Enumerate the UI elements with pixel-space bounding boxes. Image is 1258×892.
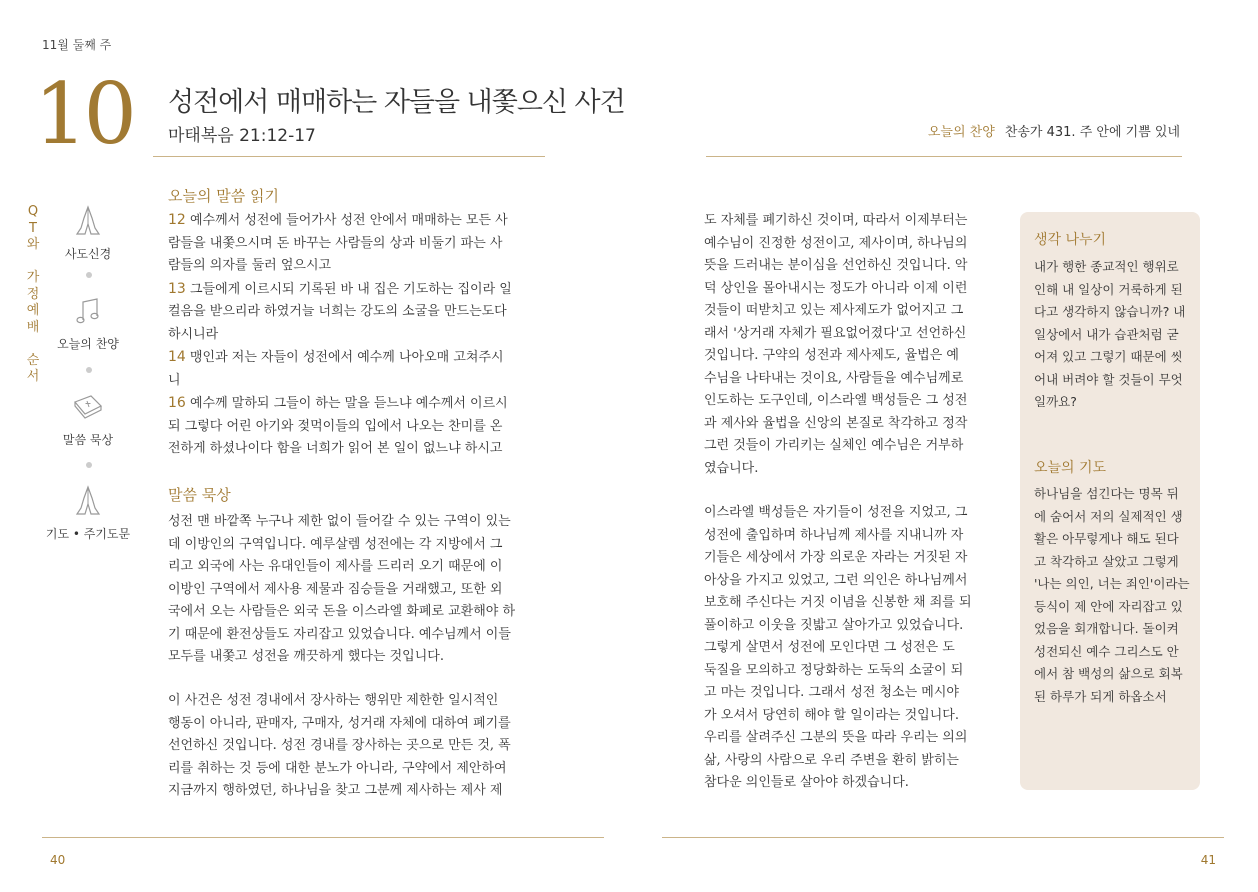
sidebar-item-label: 사도신경 — [64, 247, 112, 261]
sidebar-item-label: 말씀 묵상 — [62, 433, 114, 447]
footer-divider-right — [662, 837, 1224, 838]
scripture-reference: 마태복음 21:12-17 — [168, 126, 316, 146]
sidebar-dot — [86, 272, 92, 278]
page-number-right: 41 — [1200, 853, 1216, 867]
share-heading: 생각 나누기 — [1034, 232, 1107, 248]
verse: 12 예수께서 성전에 들어가사 성전 안에서 매매하는 모든 사 — [168, 212, 508, 228]
reading-heading: 오늘의 말씀 읽기 — [168, 187, 279, 205]
sidebar-dot — [86, 367, 92, 373]
hymn-title: 찬송가 431. 주 안에 기쁨 있네 — [1004, 125, 1180, 140]
praying-hands-icon — [71, 204, 105, 238]
verse: 13 그들에게 이르시되 기록된 바 내 집은 기도하는 집이라 일 — [168, 280, 512, 297]
verse: 16 예수께 말하되 그들이 하는 말을 듣느냐 예수께서 이르시 — [168, 395, 508, 411]
meditation-paragraph-4: 이스라엘 백성들은 자기들이 성전을 지었고, 그 성전에 출입하며 하나님께 제사를 지내니까 자 기들은 세상에서 가장 의로운 자라는 거짓된 자 아상을 가지고 있었고, 그런 의인은 하나님께서 보호해 주신다는 거짓 이념을 신봉한 채 죄를 되 풀이하고 이웃을 짓밟고 살아가고 있었습니다. 그렇게 살면서 성전에 모인다면 그 성전은 도 둑질을 모의하고 정당화하는 도둑의 소굴이 되 고 마는 것입니다. 그래서 성전 청소는 메시야 가 오셔서 당연히 해야 할 일이라는 것입니다. 우리를 살려주신 그분의 뜻을 따라 우리는 의의 삶, 사랑의 사람으로 우리 주변을 환히 밝히는 참다운 의인들로 살아야 하겠습니다. — [704, 505, 972, 790]
meditation-paragraph-3: 도 자체를 폐기하신 것이며, 따라서 이제부터는 예수님이 진정한 성전이고, 제사이며, 하나님의 뜻을 드러내는 분이심을 선언하신 것입니다. 악 덕 상인을 몰아내시는 정도가 아니라 이제 이런 것들이 떠받치고 있는 제사제도가 없어지고 그 래서 '상거래 자체가 필요없어졌다'고 선언하신 것입니다. 구약의 성전과 제사제도, 율법은 예 수님을 나타내는 것이요, 사람들을 예수님께로 인도하는 도구인데, 이스라엘 백성들은 그 성전 과 제사와 율법을 신앙의 본질로 착각하고 정작 그런 것들이 가리키는 실체인 예수님은 거부하 였습니다. — [704, 213, 968, 476]
meditation-heading: 말씀 묵상 — [168, 486, 231, 504]
bible-icon — [71, 390, 105, 424]
sidebar-item-hymn — [43, 294, 133, 352]
page-title: 성전에서 매매하는 자들을 내쫓으신 사건 — [168, 87, 625, 118]
footer-divider-left — [42, 837, 604, 838]
page-number-left: 40 — [50, 853, 66, 867]
prayer-heading: 오늘의 기도 — [1034, 460, 1107, 476]
todays-hymn — [928, 121, 1180, 140]
share-text: 내가 행한 종교적인 행위로 인해 내 일상이 거룩하게 된 다고 생각하지 않습니까? 내 일상에서 내가 습관처럼 굳 어져 있고 그렇기 때문에 씻 어내 버려야 할 것들이 무엇 일까요? — [1034, 259, 1186, 409]
sidebar-item-prayer — [43, 484, 133, 542]
meditation-paragraph-1: 성전 맨 바깥쪽 누구나 제한 없이 들어갈 수 있는 구역이 있는 데 이방인의 구역입니다. 예루살렘 성전에는 각 지방에서 그 리고 외국에 사는 유대인들이 제사를 드리러 오기 때문에 이 이방인 구역에서 제사용 제물과 짐승들을 거래했고, 또한 외 국에서 오는 사람들은 외국 돈을 이스라엘 화폐로 교환해야 하 기 때문에 환전상들도 자리잡고 있었습니다. 예수님께서 이들 모두를 내쫓고 성전을 깨끗하게 했다는 것입니다. — [168, 514, 516, 664]
sidebar-item-creed — [43, 204, 133, 262]
prayer-text: 하나님을 섬긴다는 명목 뒤 에 숨어서 저의 실제적인 생 활은 아무렇게나 해도 된다 고 착각하고 살았고 그렇게 '나는 의인, 너는 죄인'이라는 등식이 제 안에 자리잡고 있 었음을 회개합니다. 돌이켜 성전되신 예수 그리스도 안 에서 참 백성의 삶으로 회복 된 하루가 되게 하옵소서 — [1034, 486, 1190, 704]
header-divider-left — [153, 156, 545, 157]
meditation-paragraph-2: 이 사건은 성전 경내에서 장사하는 행위만 제한한 일시적인 행동이 아니라, 판매자, 구매자, 성거래 자체에 대하여 폐기를 선언하신 것입니다. 성전 경내를 장사하는 곳으로 만든 것, 폭 리를 취하는 것 등에 대한 분노가 아니라, 구약에서 제안하여 지금까지 행하였던, 하나님을 찾고 그분께 제사하는 제사 제 — [168, 693, 511, 798]
sidebar-item-label: 기도 • 주기도문 — [45, 527, 131, 541]
sidebar-item-meditation — [43, 390, 133, 448]
music-note-icon — [71, 294, 105, 328]
reading-verses: 12 예수께서 성전에 들어가사 성전 안에서 매매하는 모든 사 람들을 내쫓으시며 돈 바꾸는 사람들의 상과 비둘기 파는 사 람들의 의자를 둘러 엎으시고 13 그들에게 이르시되 기록된 바 내 집은 기도하는 집이라 일 컬음을 받으리라 하였거늘 너희는 강도의 소굴을 만드는도다 하시니라 14 맹인과 저는 자들이 성전에서 예수께 나아오매 고쳐주시 니 16 예수께 말하되 그들이 하는 말을 듣느냐 예수께서 이르시 되 그렇다 어린 아기와 젖먹이들의 입에서 나오는 찬미를 온 전하게 하셨나이다 함을 너희가 읽어 본 일이 없느냐 하시고 — [168, 209, 548, 461]
sidebar-dot — [86, 462, 92, 468]
day-number: 10 — [34, 65, 133, 163]
sidebar-item-label: 오늘의 찬양 — [57, 337, 119, 351]
hymn-label: 오늘의 찬양 — [927, 125, 995, 140]
praying-hands-icon — [71, 484, 105, 518]
verse: 14 맹인과 저는 자들이 성전에서 예수께 나아오매 고쳐주시 — [168, 349, 504, 365]
week-label: 11월 둘째 주 — [42, 38, 112, 52]
header-divider-right — [706, 156, 1182, 157]
vertical-order-label: Q T 와 가 정 예 배 순 서 — [26, 204, 40, 384]
